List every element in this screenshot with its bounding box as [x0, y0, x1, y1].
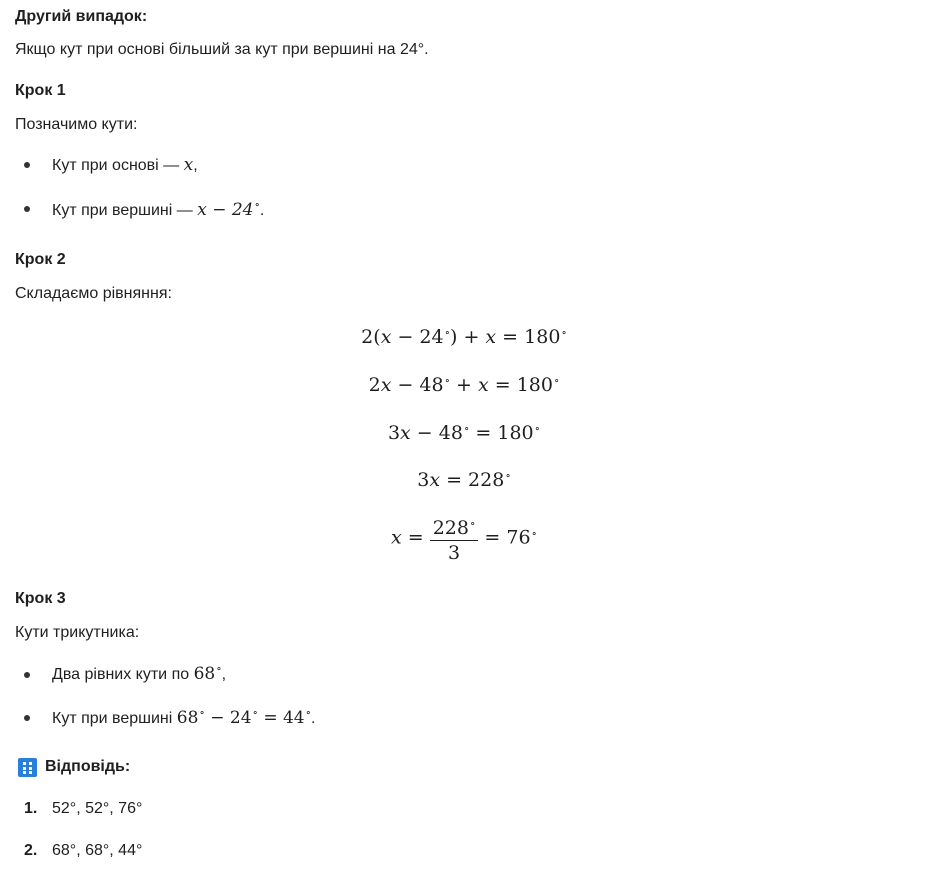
step2-text: Складаємо рівняння:	[15, 285, 172, 302]
list-item: Кут при вершині 68∘ − 24∘ = 44∘.	[52, 706, 316, 728]
equation: 3x = 228∘	[417, 469, 511, 491]
math-var: x	[183, 155, 194, 175]
list-item: Кут при основі — x,	[52, 155, 198, 175]
list-item: Кут при вершині — x − 24∘.	[52, 198, 265, 220]
bullet-dot	[24, 162, 30, 168]
step1-title: Крок 1	[15, 82, 66, 99]
answer-item: 68°, 68°, 44°	[52, 842, 143, 859]
list-item: Два рівних кути по 68∘,	[52, 662, 227, 684]
bullet-dot	[24, 672, 30, 678]
step2-title: Крок 2	[15, 251, 66, 268]
step1-text: Позначимо кути:	[15, 116, 138, 133]
numbers-icon	[18, 758, 37, 777]
equation: 2x − 48∘ + x = 180∘	[368, 374, 560, 396]
answer-item: 52°, 52°, 76°	[52, 800, 143, 817]
list-number: 1.	[24, 800, 38, 817]
step3-text: Кути трикутника:	[15, 624, 140, 641]
list-number: 2.	[24, 842, 38, 859]
fraction: $\frac{228^\circ}{3}$	[430, 512, 479, 565]
step3-title: Крок 3	[15, 590, 66, 607]
math-expr: x − 24	[197, 200, 254, 220]
bullet-dot	[24, 715, 30, 721]
intro-text: Якщо кут при основі більший за кут при вершині на 24°.	[15, 41, 429, 58]
equation: 3x − 48∘ = 180∘	[387, 422, 541, 444]
equation: x = $\frac{228^\circ}{3}$ = 76∘	[0, 512, 928, 565]
answer-title: Відповідь:	[45, 758, 131, 775]
section-heading: Другий випадок:	[15, 8, 148, 25]
equation: 2(x − 24∘) + x = 180∘	[361, 326, 567, 348]
bullet-dot	[24, 206, 30, 212]
